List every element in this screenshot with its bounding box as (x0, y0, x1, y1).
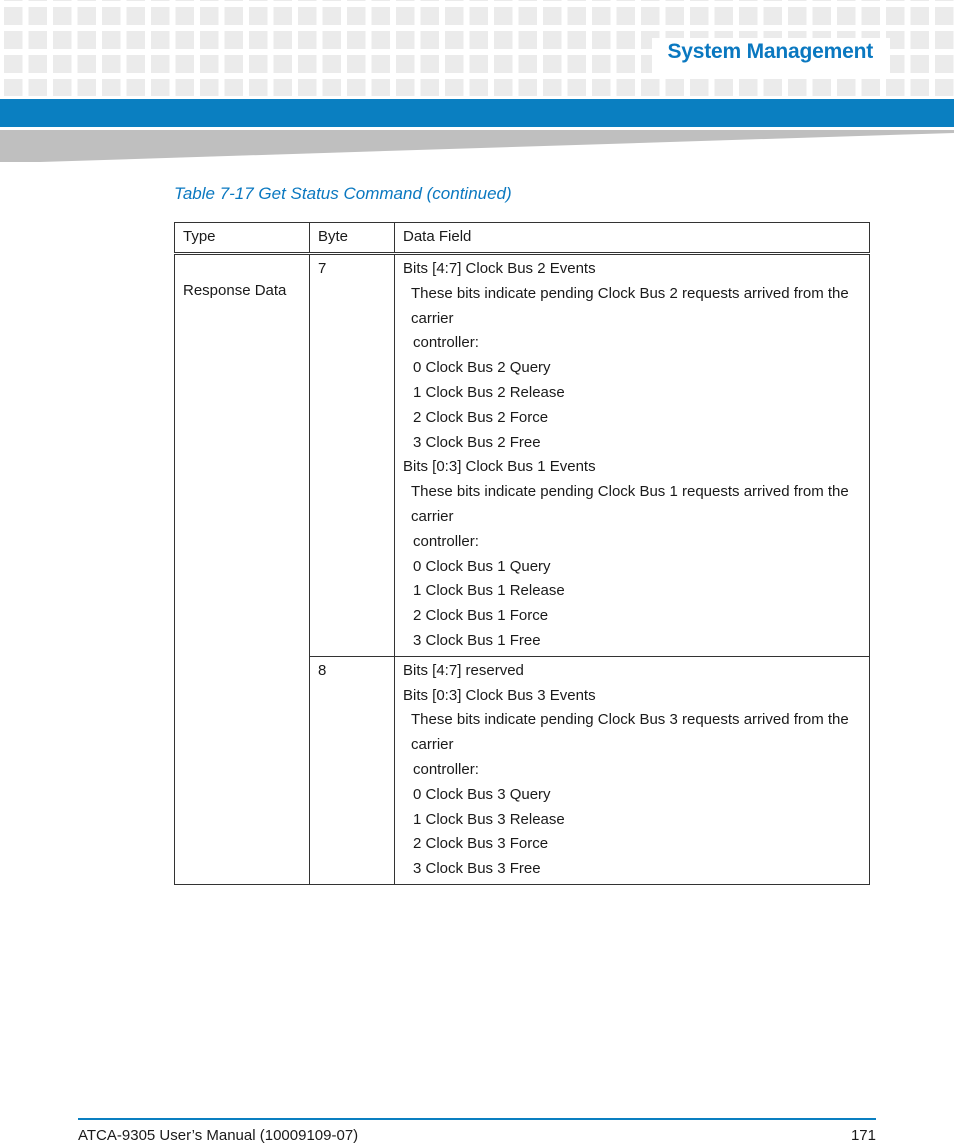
data-line: controller: (413, 334, 479, 352)
byte-cell: 7 (310, 254, 395, 657)
footer-manual-title: ATCA-9305 User’s Manual (10009109-07) (78, 1127, 359, 1144)
header-cell-type: Type (175, 223, 310, 254)
table-header-row (175, 223, 870, 254)
data-line: Bits [4:7] Clock Bus 2 Events (403, 260, 596, 277)
data-line: Bits [0:3] Clock Bus 3 Events (403, 686, 596, 704)
section-title: System Management (667, 40, 873, 63)
data-line: These bits indicate pending Clock Bus 1 requests arrived from the carrier (411, 483, 849, 525)
data-line: 0 Clock Bus 1 Query (413, 557, 551, 575)
data-line: Bits [0:3] Clock Bus 1 Events (403, 458, 596, 476)
data-line: 2 Clock Bus 3 Force (413, 835, 549, 853)
header-grey-swoosh (0, 130, 954, 164)
table-row (175, 254, 870, 657)
data-line: 3 Clock Bus 2 Free (413, 433, 541, 451)
data-line: 0 Clock Bus 2 Query (413, 359, 551, 377)
data-line: 0 Clock Bus 3 Query (413, 785, 551, 803)
data-line: 3 Clock Bus 1 Free (413, 631, 541, 649)
byte-cell: 8 (310, 656, 395, 884)
data-line: These bits indicate pending Clock Bus 2 requests arrived from the carrier (411, 284, 849, 327)
type-cell: Response Data (175, 254, 310, 885)
data-field-cell (395, 656, 870, 884)
data-line: 2 Clock Bus 1 Force (413, 607, 549, 625)
data-line: These bits indicate pending Clock Bus 3 requests arrived from the carrier (411, 711, 849, 754)
data-line: Bits [4:7] reserved (403, 661, 524, 679)
data-line: 1 Clock Bus 3 Release (413, 810, 565, 828)
data-line: 2 Clock Bus 2 Force (413, 408, 549, 426)
footer-rule (78, 1118, 876, 1120)
data-line: controller: (413, 532, 479, 550)
header-cell-data-field: Data Field (395, 223, 870, 254)
status-command-table (174, 222, 870, 885)
header-cell-byte: Byte (310, 223, 395, 254)
table-caption: Table 7-17 Get Status Command (continued) (174, 184, 512, 203)
data-line: 1 Clock Bus 1 Release (413, 582, 565, 600)
header-blue-bar (0, 99, 954, 127)
page-number: 171 (850, 1127, 876, 1144)
data-line: 3 Clock Bus 3 Free (413, 860, 541, 878)
data-line: controller: (413, 760, 479, 778)
data-field-cell (395, 254, 870, 657)
grey-swoosh-shape (0, 130, 954, 162)
data-line: 1 Clock Bus 2 Release (413, 383, 565, 401)
